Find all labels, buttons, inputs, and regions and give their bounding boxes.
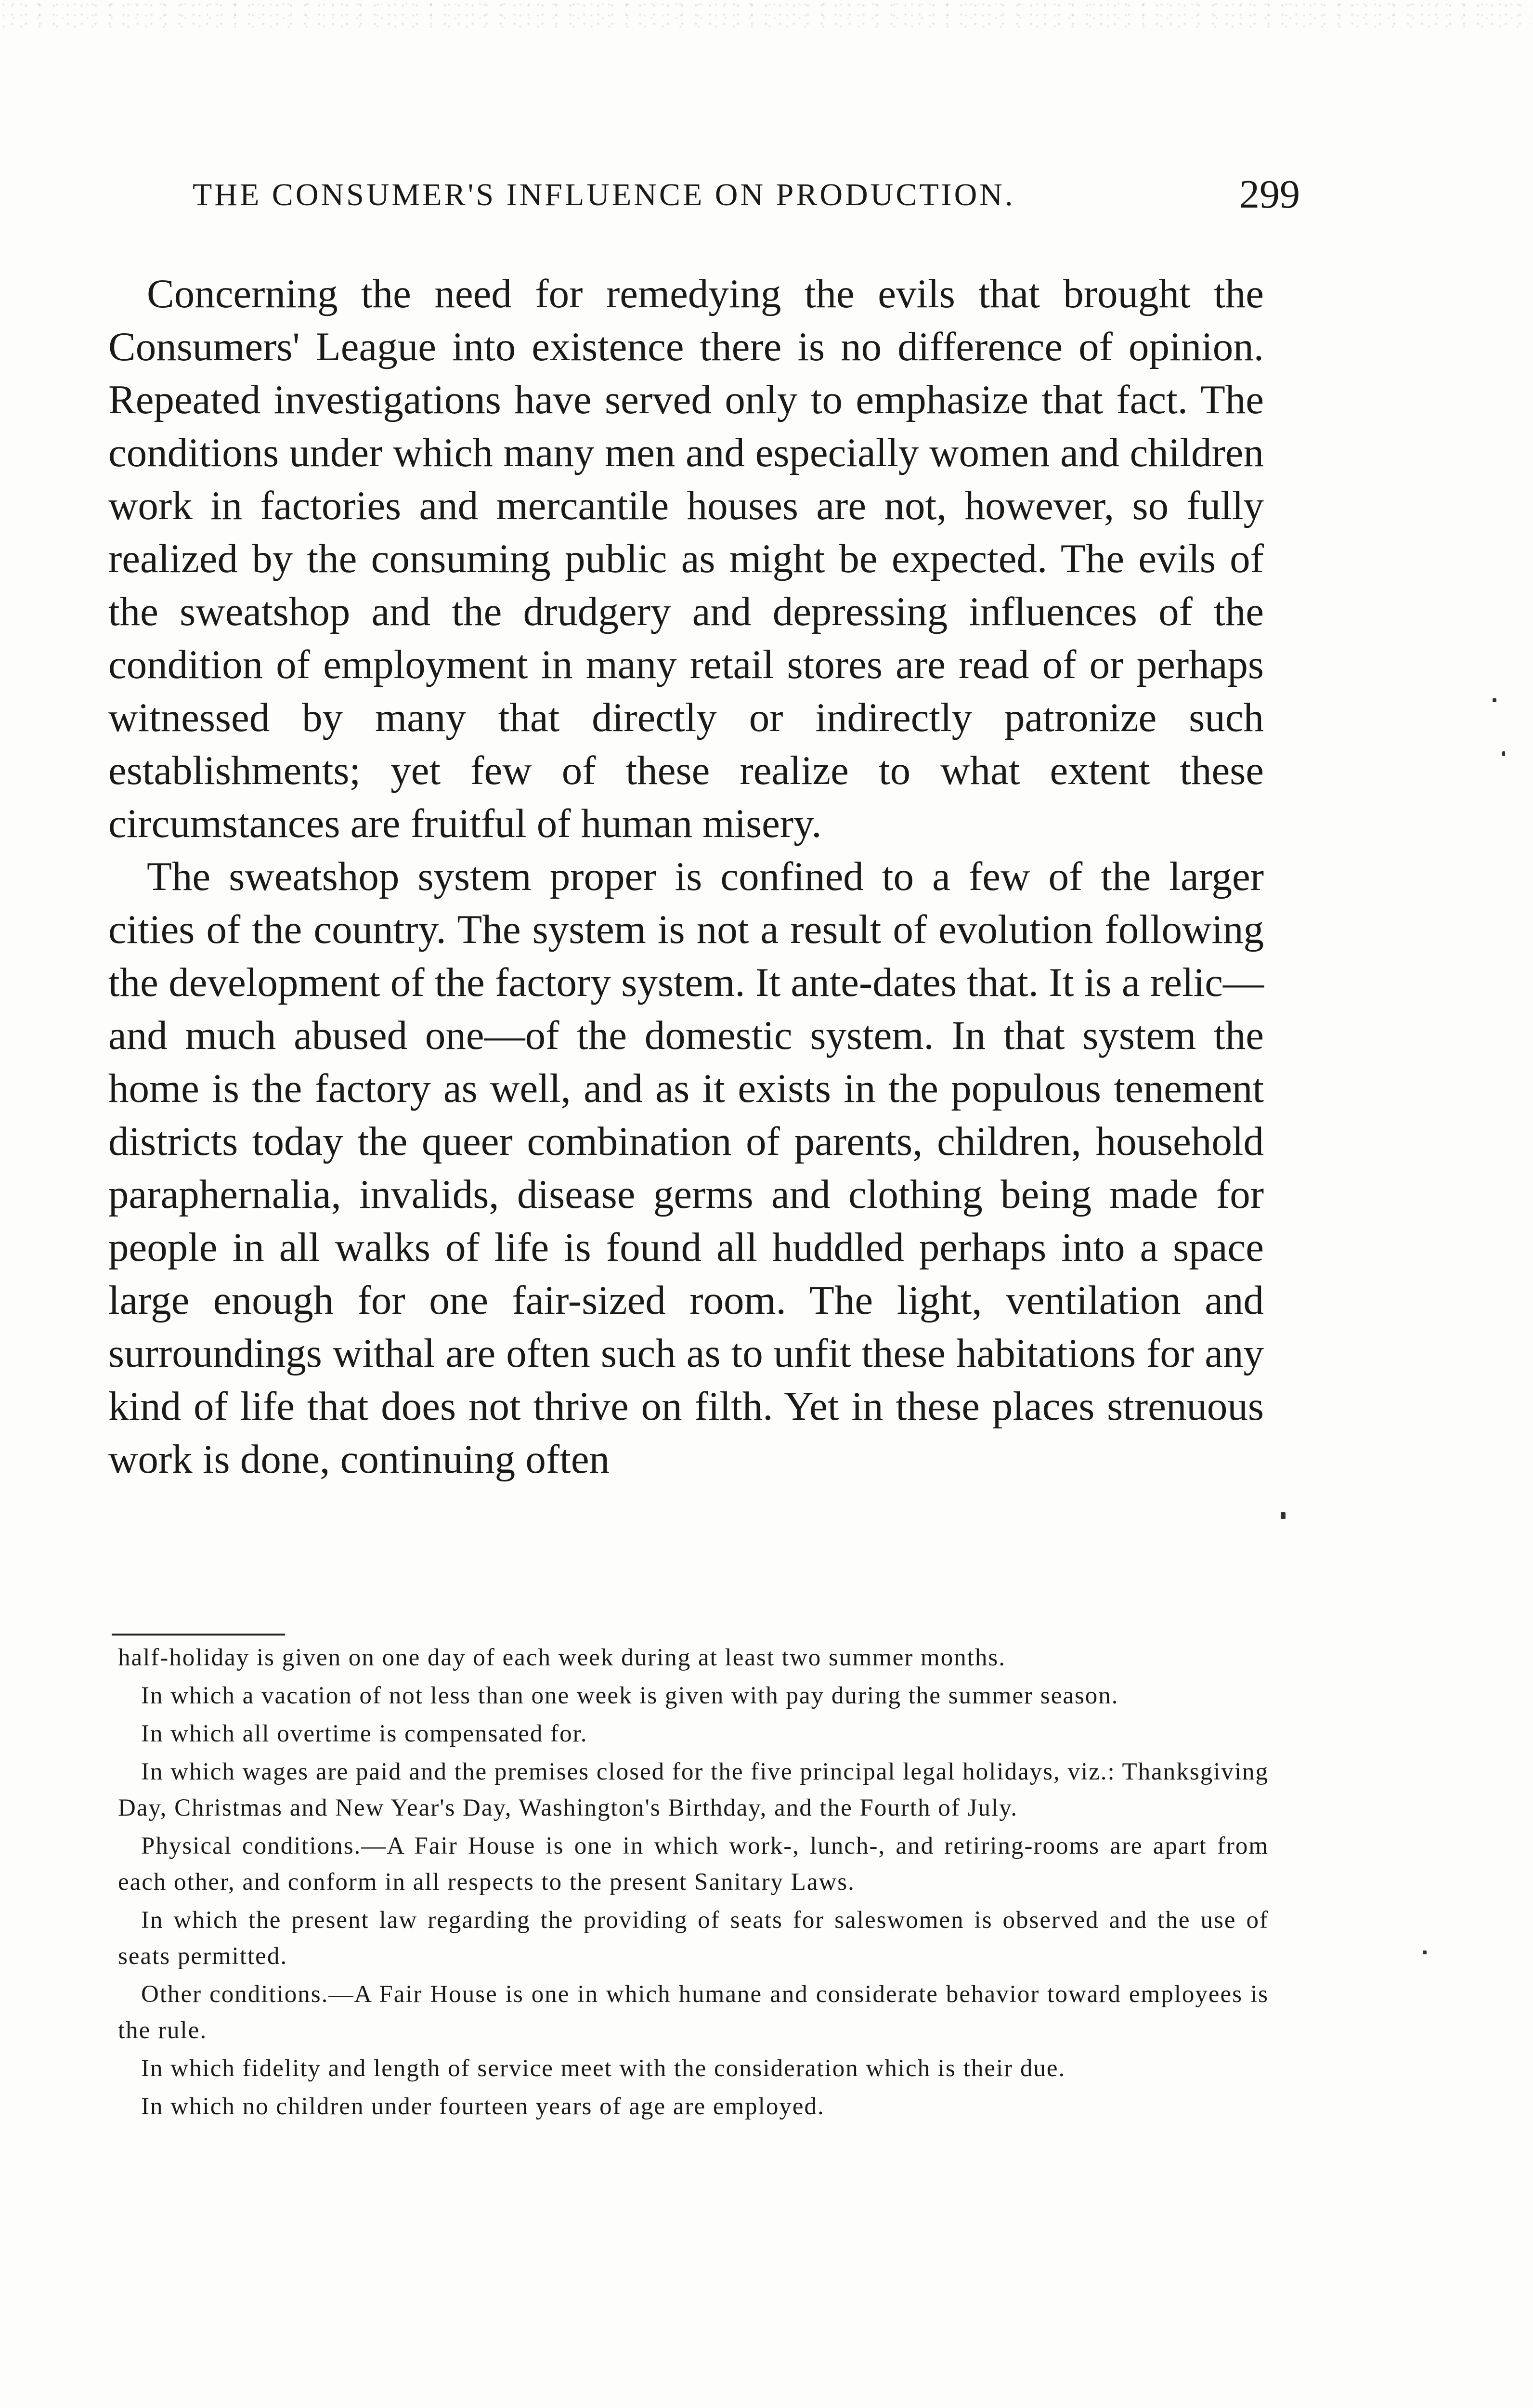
margin-speck [1281, 1512, 1286, 1519]
paragraph-sweatshop-system: The sweatshop system proper is confined to a few of the larger cities of the country. The system is not a result of evolution following the development of the factory system. It ante-dates that. It is a relic—and much abused one—of the domestic system. In that system the home is the factory as well, and as it exists in the populous tenement districts today the queer combination of parents, children, household paraphernalia, invalids, disease germs and clothing being made for people in all walks of life is found all huddled perhaps into a space large enough for one fair-sized room. The light, ventilation and surroundings withal are often such as to unfit these habitations for any kind of life that does not thrive on filth. Yet in these places strenuous work is done, continuing often [108, 854, 1264, 1482]
footnote-item: half-holiday is given on one day of each week during at least two summer months. [118, 1644, 1006, 1671]
footnote-item: Physical conditions.—A Fair House is one in which work-, lunch-, and retiring-rooms are apart from each other, and conform in all respects to the present Sanitary Laws. [118, 1832, 1269, 1896]
margin-speck [1493, 698, 1496, 702]
footnote-item: In which no children under fourteen years of age are employed. [141, 2093, 825, 2120]
footnote-item: In which all overtime is compensated for. [141, 1720, 588, 1747]
footnote-item: In which the present law regarding the providing of seats for saleswomen is observed and the use of seats permitted. [118, 1907, 1269, 1970]
footnote-item: In which wages are paid and the premises closed for the five principal legal holidays, viz.: Thanksgiving Day, Christmas and New Year's Day, Washington's Birthday, and the Fourth of July. [118, 1758, 1269, 1821]
paragraph-consumers-league: Concerning the need for remedying the evils that brought the Consumers' League into existence there is no difference of opinion. Repeated investigations have served only to emphasize that fact. The conditions under which many men and especially women and children work in factories and mercantile houses are not, however, so fully realized by the consuming public as might be expected. The evils of the sweatshop and the drudgery and depressing influences of the condition of employment in many retail stores are read of or perhaps witnessed by many that directly or indirectly patronize such establishments; yet few of these realize to what extent these circumstances are fruitful of human misery. [108, 271, 1264, 846]
footnote-item: In which fidelity and length of service meet with the consideration which is their due. [141, 2055, 1066, 2082]
running-title: THE CONSUMER'S INFLUENCE ON PRODUCTION. [193, 177, 1015, 212]
page-number: 299 [1239, 172, 1300, 217]
margin-speck [1423, 1950, 1427, 1954]
footnote-rule [112, 1634, 285, 1636]
page-header [193, 171, 1300, 224]
margin-speck [1502, 751, 1505, 756]
footnote-item: Other conditions.—A Fair House is one in which humane and considerate behavior toward employees is the rule. [118, 1981, 1269, 2044]
body-text [108, 267, 1264, 1486]
scan-noise [0, 0, 1533, 29]
footnote-item: In which a vacation of not less than one week is given with pay during the summer season. [141, 1682, 1119, 1709]
footnotes [118, 1640, 1269, 2125]
